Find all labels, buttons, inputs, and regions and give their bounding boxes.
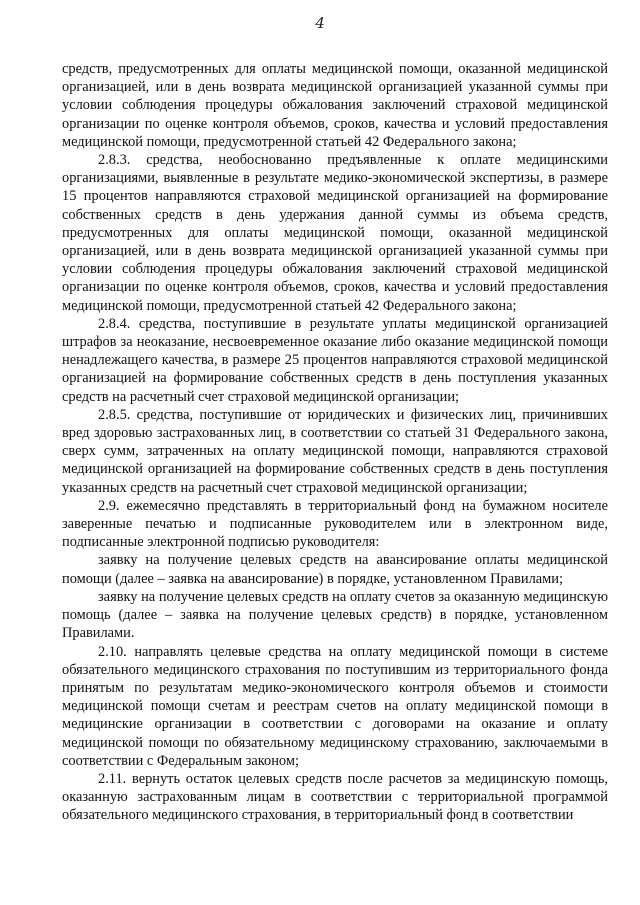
paragraph-2-9: 2.9. ежемесячно представлять в территориальный фонд на бумажном носителе заверенные печатью и подписанные руководителем или в электронном виде, подписанные электронной подписью руководителя: — [62, 497, 608, 551]
paragraph-2-8-4: 2.8.4. средства, поступившие в результате уплаты медицинской организацией штрафов за неоказание, несвоевременное оказание либо оказание медицинской помощи ненадлежащего качества, в размере 25 процентов направляются страховой медицинской организацией на формирование собственных средств в день поступления указанных средств на расчетный счет страховой медицинской организации; — [62, 315, 608, 405]
paragraph-target-funds-request: заявку на получение целевых средств на оплату счетов за оказанную медицинскую помощь (далее – заявка на получение целевых средств) в порядке, установленном Правилами. — [62, 588, 608, 642]
document-body — [62, 60, 608, 825]
paragraph-2-10: 2.10. направлять целевые средства на оплату медицинской помощи в системе обязательного медицинского страхования по поступившим из территориального фонда принятым по результатам медико-экономического контроля объемов и стоимости медицинской помощи счетам и реестрам счетов на оплату медицинской помощи в медицинские организации в соответствии с договорами на оказание и оплату медицинской помощи по обязательному медицинскому страхованию, заключаемыми в соответствии с Федеральным законом; — [62, 643, 608, 769]
page-number: 4 — [315, 14, 325, 32]
paragraph-2-11: 2.11. вернуть остаток целевых средств после расчетов за медицинскую помощь, оказанную застрахованным лицам в соответствии с территориальной программой обязательного медицинского страхования, в территориальный фонд в соответствии — [62, 770, 608, 824]
paragraph-2-8-5: 2.8.5. средства, поступившие от юридических и физических лиц, причинивших вред здоровью застрахованных лиц, в соответствии со статьей 31 Федерального закона, сверх сумм, затраченных на оплату медицинской помощи, направляются страховой медицинской организацией на формирование собственных средств в день поступления указанных средств на расчетный счет страховой медицинской организации; — [62, 406, 608, 496]
paragraph-2-8-3: 2.8.3. средства, необоснованно предъявленные к оплате медицинскими организациями, выявленные в результате медико-экономической экспертизы, в размере 15 процентов направляются страховой медицинской организацией на формирование собственных средств в день удержания данной суммы из объема средств, предусмотренных для оплаты медицинской помощи, оказанной медицинской организацией, или в день возврата медицинской организацией указанной суммы при условии соблюдения процедуры обжалования заключений страховой медицинской организации по оценке контроля объемов, сроков, качества и условий предоставления медицинской помощи, предусмотренной статьей 42 Федерального закона; — [62, 152, 608, 314]
paragraph-advance-request: заявку на получение целевых средств на авансирование оплаты медицинской помощи (далее – заявка на авансирование) в порядке, установленном Правилами; — [62, 552, 608, 587]
paragraph-continuation: средств, предусмотренных для оплаты медицинской помощи, оказанной медицинской организацией, или в день возврата медицинской организацией указанной суммы при условии соблюдения процедуры обжалования заключений страховой медицинской организации по оценке контроля объемов, сроков, качества и условий предоставления медицинской помощи, предусмотренной статьей 42 Федерального закона; — [62, 61, 608, 150]
